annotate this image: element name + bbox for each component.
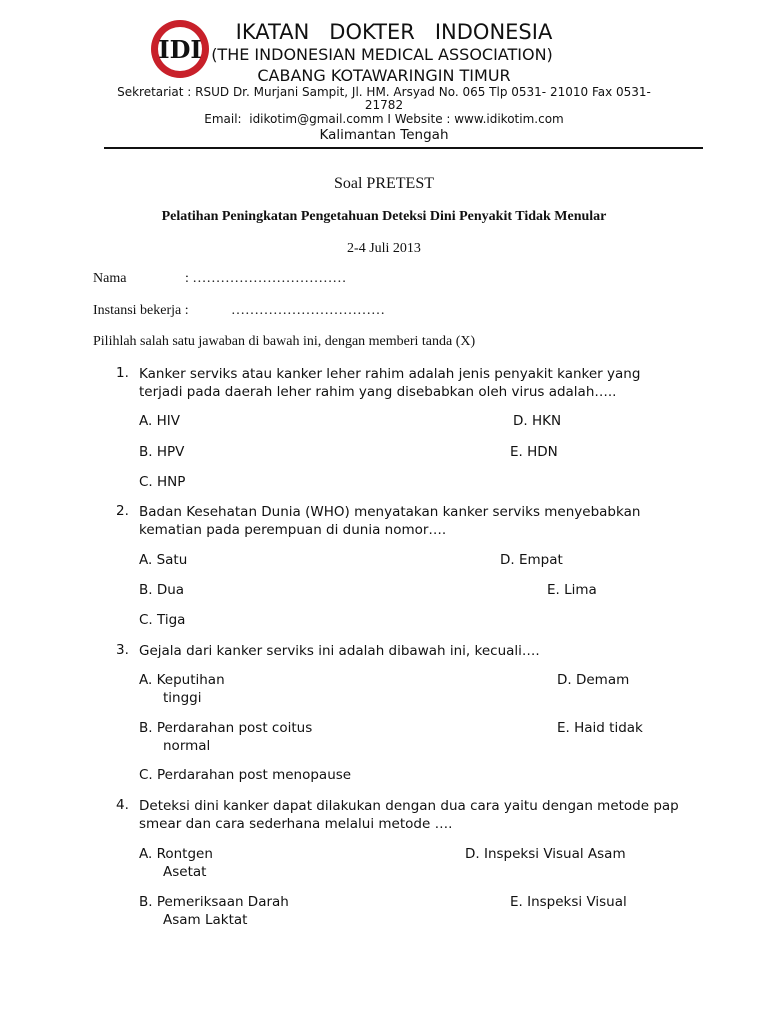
question-4-option-e[interactable]: E. Inspeksi Visual <box>510 894 627 910</box>
question-3-text: Gejala dari kanker serviks ini adalah dibawah ini, kecuali…. <box>139 643 540 659</box>
question-4-number: 4. <box>116 797 129 813</box>
association-title: IKATAN DOKTER INDONESIA <box>235 20 553 44</box>
address-line-2: 21782 <box>364 98 404 112</box>
question-2-number: 2. <box>116 503 129 519</box>
question-3-option-c[interactable]: C. Perdarahan post menopause <box>139 767 352 783</box>
document-title: Soal PRETEST <box>333 175 434 192</box>
question-4-option-d[interactable]: D. Inspeksi Visual Asam <box>465 846 626 862</box>
association-subtitle: (THE INDONESIAN MEDICAL ASSOCIATION) <box>211 45 553 64</box>
question-3-option-b[interactable]: B. Perdarahan post coitus <box>139 720 313 736</box>
address-line-1: Sekretariat : RSUD Dr. Murjani Sampit, Jl. HM. Arsyad No. 065 Tlp 0531- 21010 Fax 0531- <box>117 85 651 99</box>
question-4-option-d-continued: Asetat <box>163 864 207 880</box>
question-2-option-b[interactable]: B. Dua <box>139 582 185 598</box>
course-title: Pelatihan Peningkatan Pengetahuan Deteksi Dini Penyakit Tidak Menular <box>161 209 607 224</box>
name-label: Nama <box>93 271 127 286</box>
question-3-option-d[interactable]: D. Demam <box>557 672 630 688</box>
question-2-option-a[interactable]: A. Satu <box>139 552 188 568</box>
question-4-option-b[interactable]: B. Pemeriksaan Darah <box>139 894 289 910</box>
question-1-number: 1. <box>116 365 129 381</box>
question-3-option-e[interactable]: E. Haid tidak <box>557 720 643 736</box>
question-4-option-a[interactable]: A. Rontgen <box>139 846 213 862</box>
institution-field[interactable]: …………………………… <box>231 303 385 318</box>
question-3-option-e-continued: normal <box>163 738 211 754</box>
question-3-option-d-continued: tinggi <box>163 690 202 706</box>
question-1-option-d[interactable]: D. HKN <box>513 413 562 429</box>
header-divider <box>104 147 703 149</box>
contact-line: Email: idikotim@gmail.comm I Website : www.idikotim.com <box>204 112 564 126</box>
question-3-number: 3. <box>116 642 129 658</box>
instructions: Pilihlah salah satu jawaban di bawah ini, dengan memberi tanda (X) <box>93 334 476 349</box>
question-2-option-c[interactable]: C. Tiga <box>139 612 186 628</box>
question-2-option-e[interactable]: E. Lima <box>547 582 597 598</box>
question-2-option-d[interactable]: D. Empat <box>500 552 563 568</box>
region-line: Kalimantan Tengah <box>319 127 449 143</box>
question-1-option-b[interactable]: B. HPV <box>139 444 185 460</box>
question-1-text: Kanker serviks atau kanker leher rahim adalah jenis penyakit kanker yang terjadi pada daerah leher rahim yang disebabkan oleh virus adalah….. <box>139 366 641 400</box>
training-date: 2-4 Juli 2013 <box>347 241 421 256</box>
name-field[interactable]: : …………………………… <box>185 271 347 286</box>
institution-label: Instansi bekerja : <box>93 303 189 318</box>
question-4-text: Deteksi dini kanker dapat dilakukan dengan dua cara yaitu dengan metode pap smear dan cara sederhana melalui metode …. <box>139 798 679 832</box>
question-2-text: Badan Kesehatan Dunia (WHO) menyatakan kanker serviks menyebabkan kematian pada perempuan di dunia nomor…. <box>139 504 641 538</box>
question-1-option-e[interactable]: E. HDN <box>510 444 558 460</box>
branch-name: CABANG KOTAWARINGIN TIMUR <box>257 66 511 85</box>
question-3-option-a[interactable]: A. Keputihan <box>139 672 225 688</box>
question-1-option-c[interactable]: C. HNP <box>139 474 186 490</box>
question-4-option-b-continued: Asam Laktat <box>163 912 248 928</box>
question-1-option-a[interactable]: A. HIV <box>139 413 180 429</box>
svg-text:IDI: IDI <box>158 35 202 64</box>
